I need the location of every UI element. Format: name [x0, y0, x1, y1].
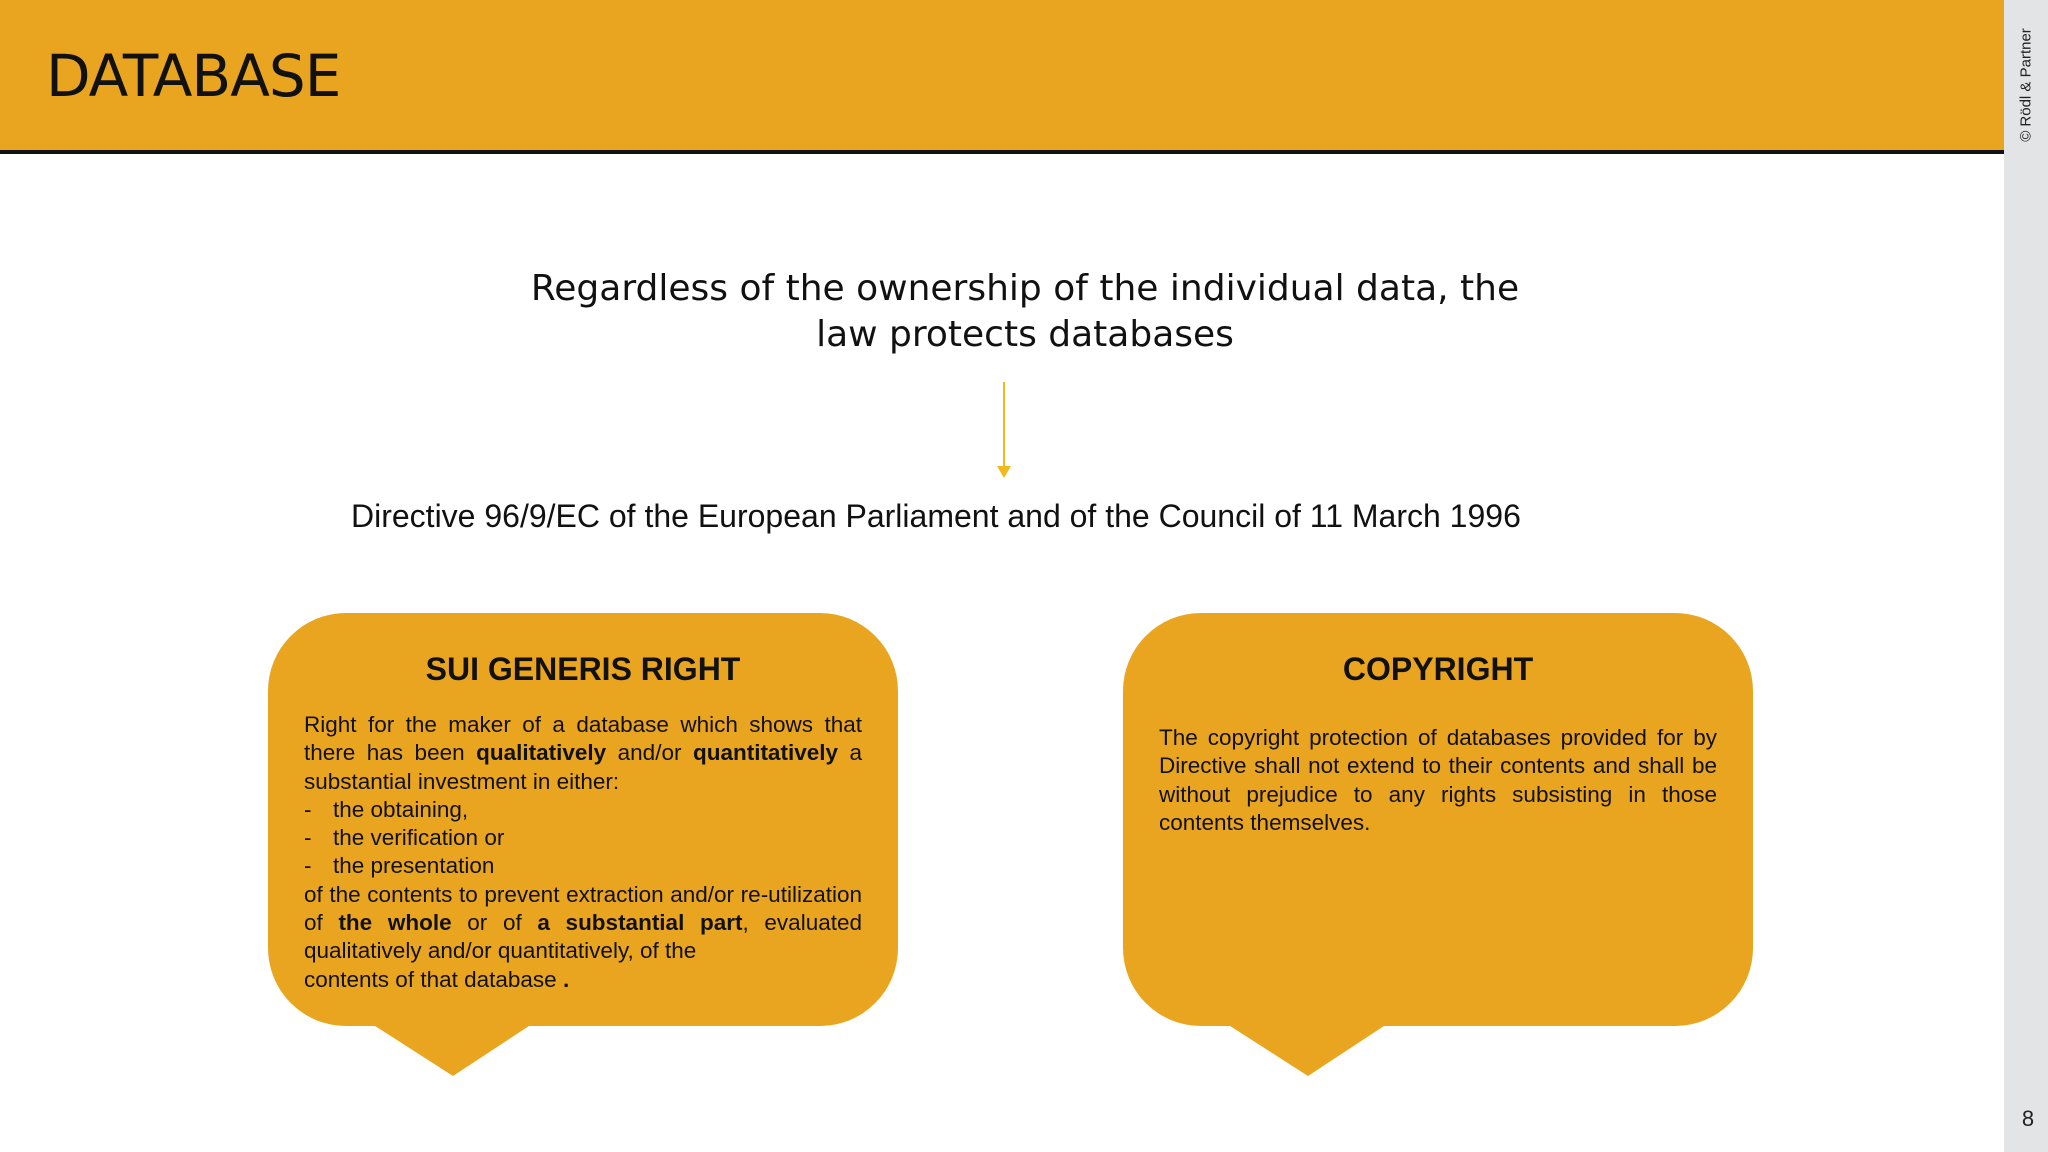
- page-number: 8: [2021, 1106, 2035, 1131]
- sui-generis-intro: Right for the maker of a database which shows that there has been qualitatively and/or quantitatively a substantial investment in either:: [304, 712, 862, 794]
- subtitle: Regardless of the ownership of the individual data, the law protects databases: [530, 268, 1520, 355]
- copyright-title: COPYRIGHT: [1342, 651, 1534, 687]
- sui-generis-outro-end: contents of that database .: [304, 966, 570, 992]
- list-item: - the verification or: [304, 824, 862, 852]
- list-item: - the presentation: [304, 852, 862, 880]
- slide-title: DATABASE: [46, 42, 341, 110]
- copyright-body: The copyright protection of databases provided for by Directive shall not extend to their contents and shall be without prejudice to any rights subsisting in those contents themselves.: [1159, 725, 1717, 835]
- copyright-bubble: [1123, 613, 1753, 1078]
- sui-generis-body: [304, 711, 862, 994]
- sui-generis-outro: of the contents to prevent extraction and/or re-utilization of the whole or of a substantial part, evaluated qualitatively and/or quantitatively, of the: [304, 881, 862, 964]
- investment-list: [304, 796, 862, 881]
- list-item: - the obtaining,: [304, 796, 862, 824]
- copyright-notice: © Rödl & Partner: [2017, 28, 2035, 142]
- side-strip: [2004, 0, 2048, 1152]
- sui-generis-bubble: [268, 613, 898, 1078]
- header-bar: [0, 0, 2004, 154]
- sui-generis-title: SUI GENERIS RIGHT: [425, 651, 741, 687]
- directive-reference: Directive 96/9/EC of the European Parliament and of the Council of 11 March 1996: [351, 498, 1521, 534]
- down-arrow-icon: [996, 382, 1012, 480]
